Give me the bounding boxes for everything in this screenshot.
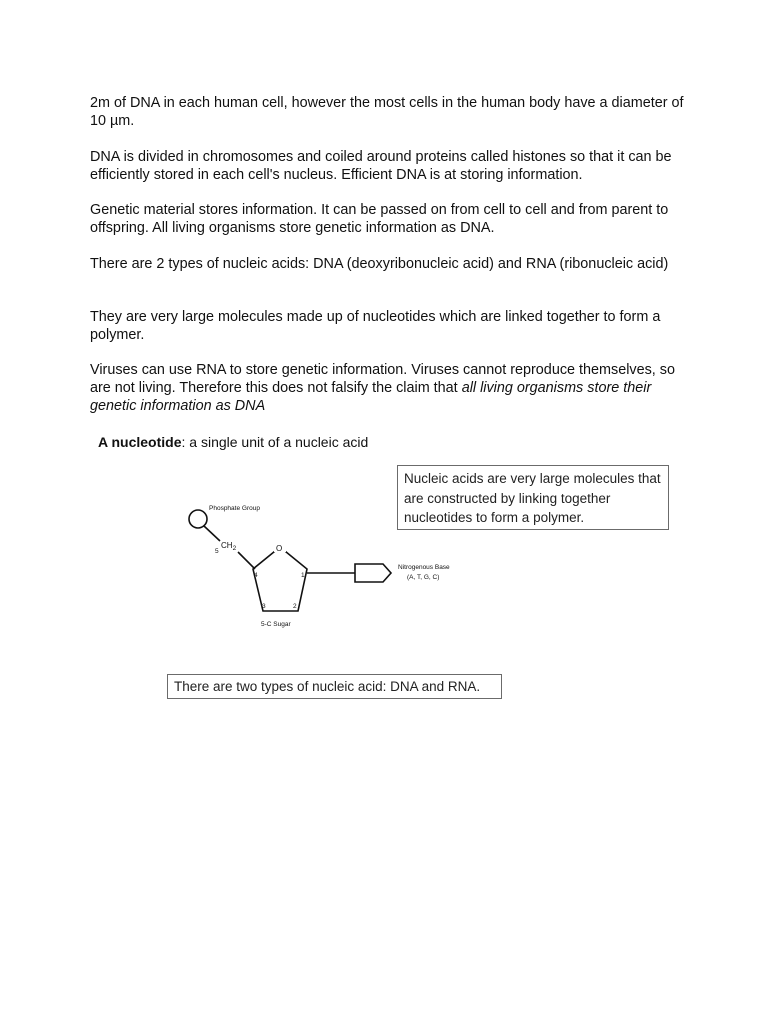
- carbon-4-label: 4: [254, 572, 258, 579]
- carbon-3-label: 3: [262, 603, 266, 610]
- phosphate-bond: [204, 526, 220, 541]
- ch2-label: [221, 541, 237, 552]
- ch2-bond: [238, 552, 255, 569]
- paragraph-genetic-material: [90, 201, 690, 237]
- paragraph-nucleic-acid-types: [90, 255, 690, 273]
- callout-two-types: [167, 674, 502, 699]
- oxygen-label: O: [276, 544, 283, 553]
- paragraph-dna-length: [90, 94, 690, 130]
- carbon-2-label: 2: [293, 603, 297, 610]
- paragraph-italic-claim: all living organisms store their genetic information as DNA: [90, 380, 652, 414]
- paragraph-text: Viruses can use RNA to store genetic information. Viruses cannot reproduce themselves, so are not living. Therefore this does not falsify the claim that: [90, 362, 675, 396]
- paragraph-text: There are 2 types of nucleic acids: DNA (deoxyribonucleic acid) and RNA (ribonucleic acid): [90, 256, 669, 272]
- carbon-5-label: 5: [215, 548, 219, 555]
- nucleotide-diagram: [150, 490, 480, 640]
- paragraph-text: DNA is divided in chromosomes and coiled around proteins called histones so that it can be efficiently stored in each cell's nucleus. Efficient DNA is at storing information.: [90, 149, 672, 183]
- nitrogenous-base-shape: [355, 564, 391, 582]
- sugar-label: 5-C Sugar: [261, 621, 291, 628]
- base-label: Nitrogenous Base: [398, 564, 450, 571]
- figure-heading-rest: : a single unit of a nucleic acid: [181, 434, 369, 450]
- base-types-label: (A, T, G, C): [407, 574, 440, 581]
- paragraph-text: 2m of DNA in each human cell, however the most cells in the human body have a diameter of 10 µm.: [90, 95, 684, 129]
- callout-text: Nucleic acids are very large molecules that are constructed by linking together nucleotides to form a polymer.: [404, 471, 661, 525]
- ch2-text: CH: [221, 541, 233, 550]
- paragraph-text: Genetic material stores information. It can be passed on from cell to cell and from parent to offspring. All living organisms store genetic information as DNA.: [90, 202, 669, 236]
- figure-heading: [98, 433, 368, 451]
- phosphate-circle: [189, 510, 207, 528]
- paragraph-viruses: [90, 361, 690, 415]
- ch2-subscript: 2: [232, 545, 237, 552]
- paragraph-large-molecules: [90, 308, 690, 344]
- paragraph-chromosomes: [90, 148, 690, 184]
- figure-heading-bold: A nucleotide: [98, 434, 182, 450]
- callout-text: There are two types of nucleic acid: DNA and RNA.: [174, 679, 481, 694]
- nucleotide-svg: [150, 490, 480, 640]
- sugar-ring: [253, 547, 307, 611]
- carbon-1-label: 1: [301, 572, 305, 579]
- paragraph-text: They are very large molecules made up of nucleotides which are linked together to form a polymer.: [90, 309, 661, 343]
- phosphate-label: Phosphate Group: [209, 505, 260, 512]
